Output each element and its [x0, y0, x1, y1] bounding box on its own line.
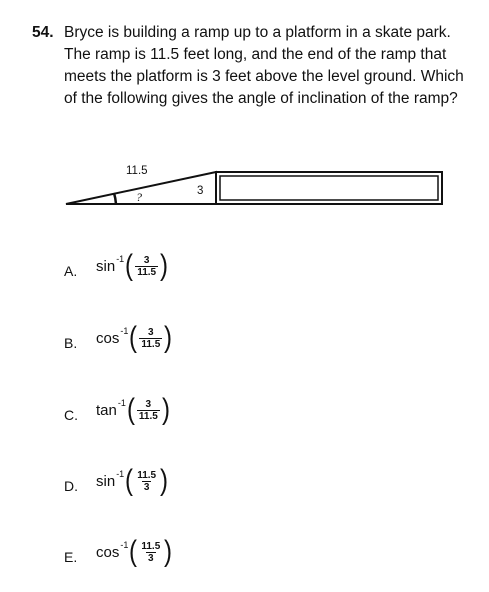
choice-letter: B. [64, 335, 78, 351]
fraction-denominator: 11.5 [137, 266, 157, 278]
trig-function: tan [96, 401, 117, 419]
question-text: Bryce is building a ramp up to a platform in a skate park. The ramp is 11.5 feet long, and the end of the ramp that meets the platform is 3 feet above the level ground. Which of the following gives the angle of inclination of the ramp? [64, 24, 464, 107]
right-paren: ) [160, 464, 169, 497]
fraction [137, 399, 160, 422]
fraction [139, 541, 162, 564]
question-number: 54. [32, 24, 54, 41]
inverse-exponent: -1 [116, 469, 125, 479]
fraction-numerator: 3 [145, 398, 152, 410]
choice-letter: E. [64, 549, 78, 565]
choice-expression [96, 395, 171, 425]
choice-expression [96, 466, 169, 496]
trig-function: sin [96, 472, 116, 490]
left-paren: ( [125, 464, 134, 497]
right-paren: ) [161, 393, 170, 426]
fraction-numerator: 11.5 [137, 469, 157, 481]
left-paren: ( [129, 535, 138, 568]
inverse-exponent: -1 [120, 326, 129, 336]
ramp-length-label: 11.5 [126, 165, 148, 177]
right-paren: ) [164, 535, 173, 568]
left-paren: ( [125, 249, 134, 282]
fraction-denominator: 11.5 [138, 410, 158, 422]
right-paren: ) [164, 321, 173, 354]
angle-arc [114, 193, 116, 204]
choice-letter: D. [64, 478, 78, 494]
platform-outer [216, 172, 442, 204]
trig-function: cos [96, 329, 120, 347]
fraction [139, 327, 162, 350]
fraction-numerator: 11.5 [141, 540, 161, 552]
right-paren: ) [160, 249, 169, 282]
choice-expression [96, 323, 173, 353]
fraction [135, 470, 158, 493]
platform-inner [220, 176, 438, 200]
left-paren: ( [126, 393, 135, 426]
trig-function: sin [96, 257, 116, 275]
fraction-denominator: 3 [148, 552, 154, 564]
fraction [135, 255, 158, 278]
inverse-exponent: -1 [117, 398, 126, 408]
choice-expression [96, 251, 169, 281]
angle-label: ? [136, 190, 142, 204]
fraction-denominator: 11.5 [141, 338, 161, 350]
choice-letter: C. [64, 407, 78, 423]
inverse-exponent: -1 [116, 254, 125, 264]
fraction-denominator: 3 [143, 481, 150, 493]
height-label: 3 [197, 185, 204, 197]
left-paren: ( [129, 321, 138, 354]
inverse-exponent: -1 [120, 540, 129, 550]
choice-letter: A. [64, 263, 78, 279]
choice-expression [96, 537, 173, 567]
trig-function: cos [96, 543, 120, 561]
ramp-diagram [60, 160, 460, 210]
fraction-numerator: 3 [143, 254, 150, 266]
fraction-numerator: 3 [148, 326, 154, 338]
